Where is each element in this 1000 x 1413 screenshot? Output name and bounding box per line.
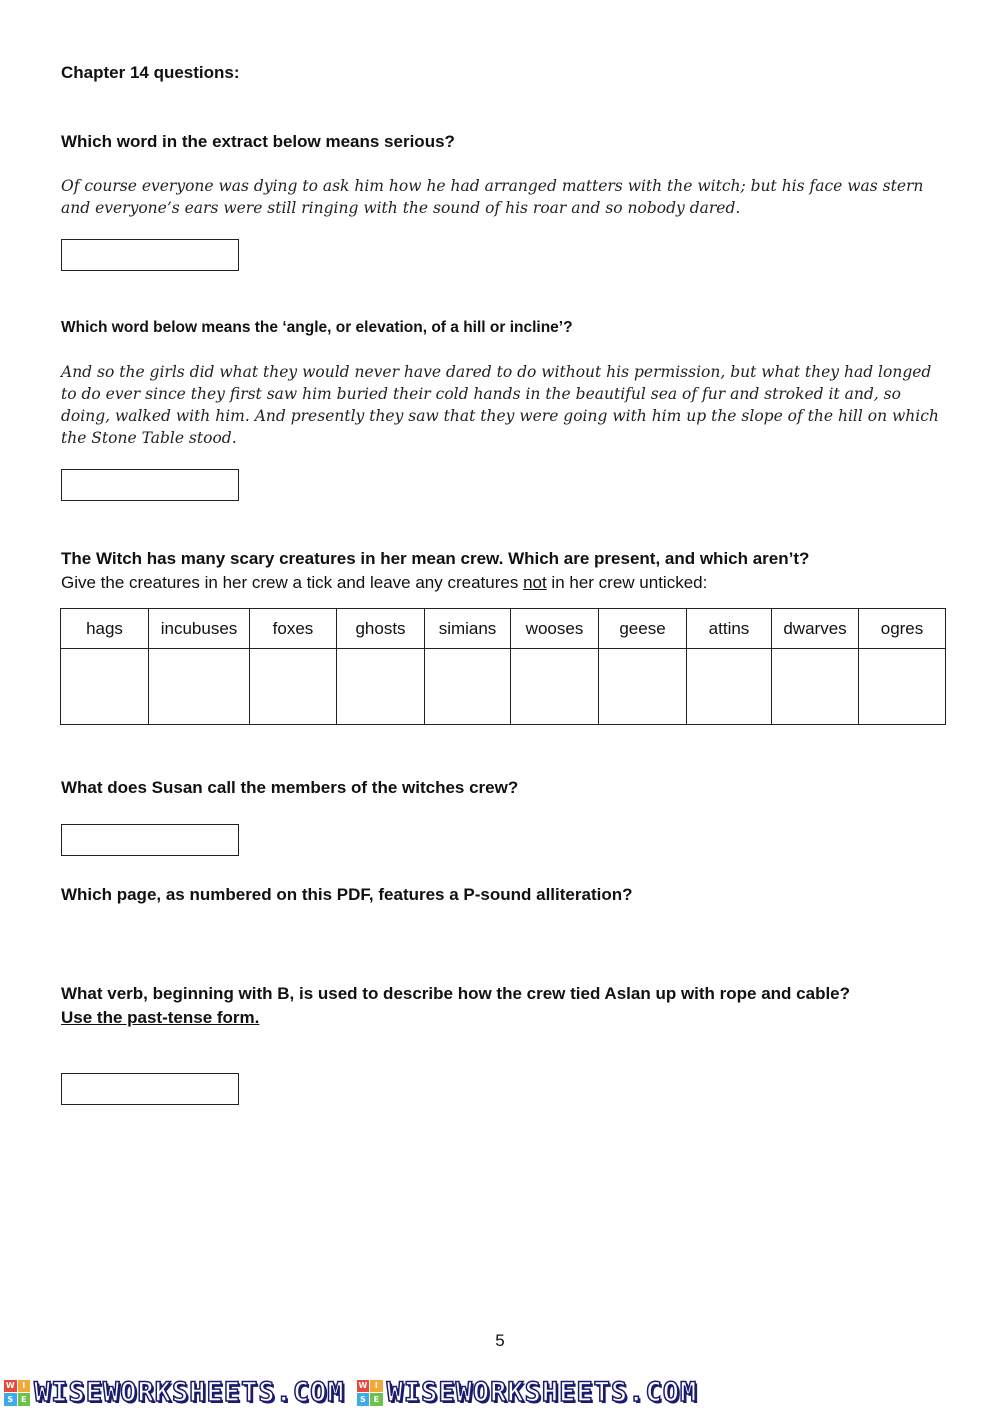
brand-logo [4, 1377, 345, 1408]
creature-header-row [61, 609, 946, 649]
answer-input-4[interactable] [61, 824, 239, 856]
brand-text: WISEWORKSHEETS.COM [34, 1377, 345, 1408]
logo-letter: W [358, 1381, 368, 1391]
question-3: The Witch has many scary creatures in her mean crew. Which are present, and which aren’t? [61, 549, 810, 568]
tick-cell[interactable] [337, 649, 425, 725]
tick-cell[interactable] [687, 649, 772, 725]
creature-header: dwarves [772, 609, 859, 649]
creature-header: simians [425, 609, 511, 649]
creature-table [60, 608, 946, 725]
creature-header: ghosts [337, 609, 425, 649]
question-1: Which word in the extract below means serious? [61, 132, 455, 151]
extract-2: And so the girls did what they would never have dared to do without his permission, but what they had longed to do ever since they first saw him buried their cold hands in the beautiful sea of fur and stroked it and, so doing, walked with him. And presently they saw that they were going with him up the slope of the hill on which the Stone Table stood. [61, 363, 939, 447]
logo-letter: I [370, 1380, 383, 1393]
answer-input-6[interactable] [61, 1073, 239, 1105]
question-5: Which page, as numbered on this PDF, features a P-sound alliteration? [61, 885, 633, 904]
logo-grid-icon [357, 1380, 383, 1406]
brand-logo [357, 1377, 698, 1408]
creature-header: ogres [859, 609, 946, 649]
logo-letter: S [4, 1393, 17, 1406]
creature-header: wooses [511, 609, 599, 649]
tick-cell[interactable] [425, 649, 511, 725]
tick-row [61, 649, 946, 725]
creature-header: foxes [250, 609, 337, 649]
answer-input-1[interactable] [61, 239, 239, 271]
extract-1: Of course everyone was dying to ask him how he had arranged matters with the witch; but his face was stern and everyone’s ears were still ringing with the sound of his roar and so nobody dared. [61, 177, 924, 217]
answer-input-2[interactable] [61, 469, 239, 501]
question-6-instruction: Use the past-tense form. [61, 1008, 260, 1027]
page-title: Chapter 14 questions: [61, 63, 240, 82]
logo-letter: S [357, 1393, 370, 1406]
footer-banner [0, 1372, 1000, 1413]
question-4: What does Susan call the members of the witches crew? [61, 778, 519, 797]
logo-letter: E [370, 1393, 383, 1406]
logo-grid-icon [4, 1380, 30, 1406]
tick-cell[interactable] [859, 649, 946, 725]
brand-text: WISEWORKSHEETS.COM [386, 1377, 698, 1408]
instruction-emphasis: not [523, 573, 547, 592]
tick-cell[interactable] [599, 649, 687, 725]
question-6: What verb, beginning with B, is used to describe how the crew tied Aslan up with rope and cable? [61, 984, 851, 1003]
logo-letter: I [18, 1380, 31, 1393]
creature-header: hags [61, 609, 149, 649]
page-number: 5 [495, 1331, 505, 1350]
creature-header: incubuses [149, 609, 250, 649]
question-3-instruction [61, 573, 707, 593]
tick-cell[interactable] [511, 649, 599, 725]
tick-cell[interactable] [772, 649, 859, 725]
question-2: Which word below means the ‘angle, or elevation, of a hill or incline’? [61, 319, 573, 336]
creature-header: attins [687, 609, 772, 649]
tick-cell[interactable] [149, 649, 250, 725]
logo-letter: W [5, 1381, 15, 1391]
tick-cell[interactable] [250, 649, 337, 725]
creature-header: geese [599, 609, 687, 649]
tick-cell[interactable] [61, 649, 149, 725]
logo-letter: E [18, 1393, 31, 1406]
instruction-text-start: Give the creatures in her crew a tick and leave any creatures [61, 573, 524, 592]
instruction-text-end: in her crew unticked: [546, 573, 708, 592]
